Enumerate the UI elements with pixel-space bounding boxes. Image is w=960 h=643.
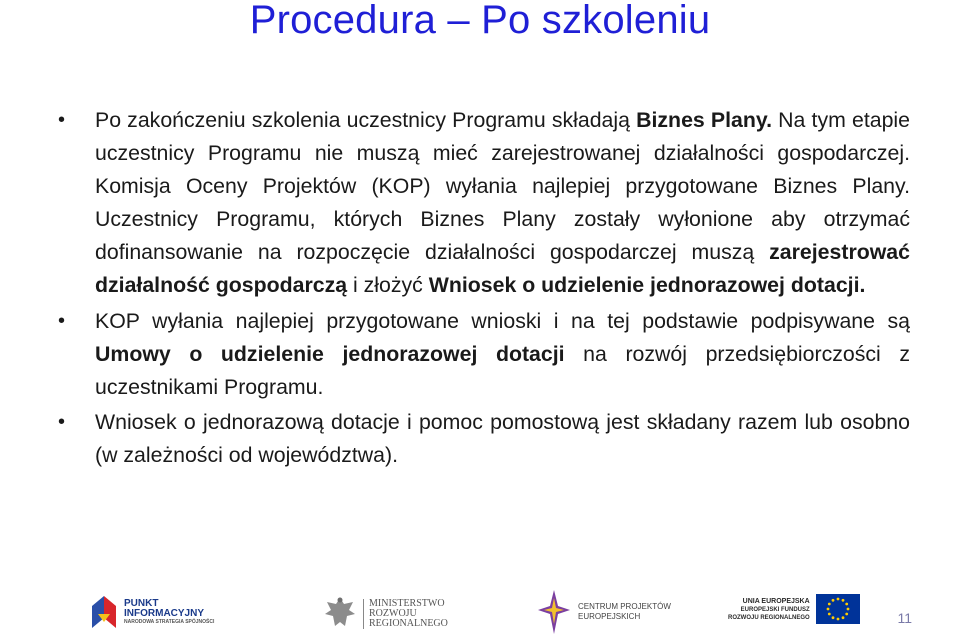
logo4-line3: ROZWOJU REGIONALNEGO bbox=[728, 614, 810, 621]
bold-text: Umowy o udzielenie jednorazowej dotacji bbox=[95, 341, 565, 366]
logo4-line1: UNIA EUROPEJSKA bbox=[742, 597, 810, 605]
bullet-item bbox=[58, 305, 910, 404]
text-segment: i złożyć bbox=[347, 273, 429, 298]
bullet-dot-icon: • bbox=[58, 109, 66, 131]
logo3-line1: CENTRUM PROJEKTÓW bbox=[578, 602, 671, 611]
page-number: 11 bbox=[897, 610, 912, 626]
logo2-line1: MINISTERSTWO bbox=[369, 598, 445, 609]
bold-text: zarejestrować działalność gospodarczą bbox=[95, 240, 910, 298]
punkt-informacyjny-logo bbox=[90, 592, 214, 632]
eu-flag-icon bbox=[816, 594, 860, 624]
bullet-dot-icon: • bbox=[58, 410, 66, 433]
text-segment: Wniosek o jednorazową dotacje i pomoc pomostową jest składany razem lub osobno (w zależności od województwa). bbox=[95, 409, 910, 467]
logo1-line1: PUNKT bbox=[124, 597, 159, 609]
text-segment: Po zakończeniu szkolenia uczestnicy Programu składają bbox=[95, 108, 637, 132]
nss-emblem-icon bbox=[90, 592, 118, 632]
cpe-logo bbox=[536, 588, 671, 636]
eagle-emblem-icon bbox=[323, 594, 357, 634]
bullet-item bbox=[58, 406, 910, 472]
bullet-list bbox=[58, 104, 910, 474]
bullet-dot-icon: • bbox=[58, 309, 66, 332]
bullet-item bbox=[58, 104, 910, 303]
bold-text: Wniosek o udzielenie jednorazowej dotacji. bbox=[428, 273, 866, 298]
bold-text: Biznes Plany. bbox=[636, 108, 773, 132]
slide-title: Procedura – Po szkoleniu bbox=[249, 0, 711, 42]
logo1-line2: INFORMACYJNY bbox=[124, 607, 205, 619]
ministerstwo-logo bbox=[323, 594, 448, 634]
logo2-line3: REGIONALNEGO bbox=[369, 618, 448, 629]
logo3-line2: EUROPEJSKICH bbox=[578, 612, 641, 621]
cpe-star-icon bbox=[536, 588, 572, 636]
logo1-line3: NARODOWA STRATEGIA SPÓJNOŚCI bbox=[124, 618, 215, 625]
footer-logos bbox=[0, 580, 960, 643]
eu-logo bbox=[728, 594, 860, 624]
text-segment: na rozwój przedsiębiorczości z uczestnikami Programu. bbox=[95, 341, 910, 399]
text-segment: Na tym etapie uczestnicy Programu nie muszą mieć zarejestrowanej działalności gospodarczej. Komisja Oceny Projektów (KOP) wyłania najlepiej przygotowane Biznes Plany. Uczestnicy Programu, których Biznes Plany zostały wyłonione aby otrzymać dofinansowanie na rozpoczęcie działalności gospodarczej muszą bbox=[95, 108, 911, 265]
text-segment: KOP wyłania najlepiej przygotowane wnioski i na tej podstawie podpisywane są bbox=[95, 308, 910, 333]
logo4-line2: EUROPEJSKI FUNDUSZ bbox=[740, 606, 810, 613]
logo2-line2: ROZWOJU bbox=[369, 608, 417, 619]
